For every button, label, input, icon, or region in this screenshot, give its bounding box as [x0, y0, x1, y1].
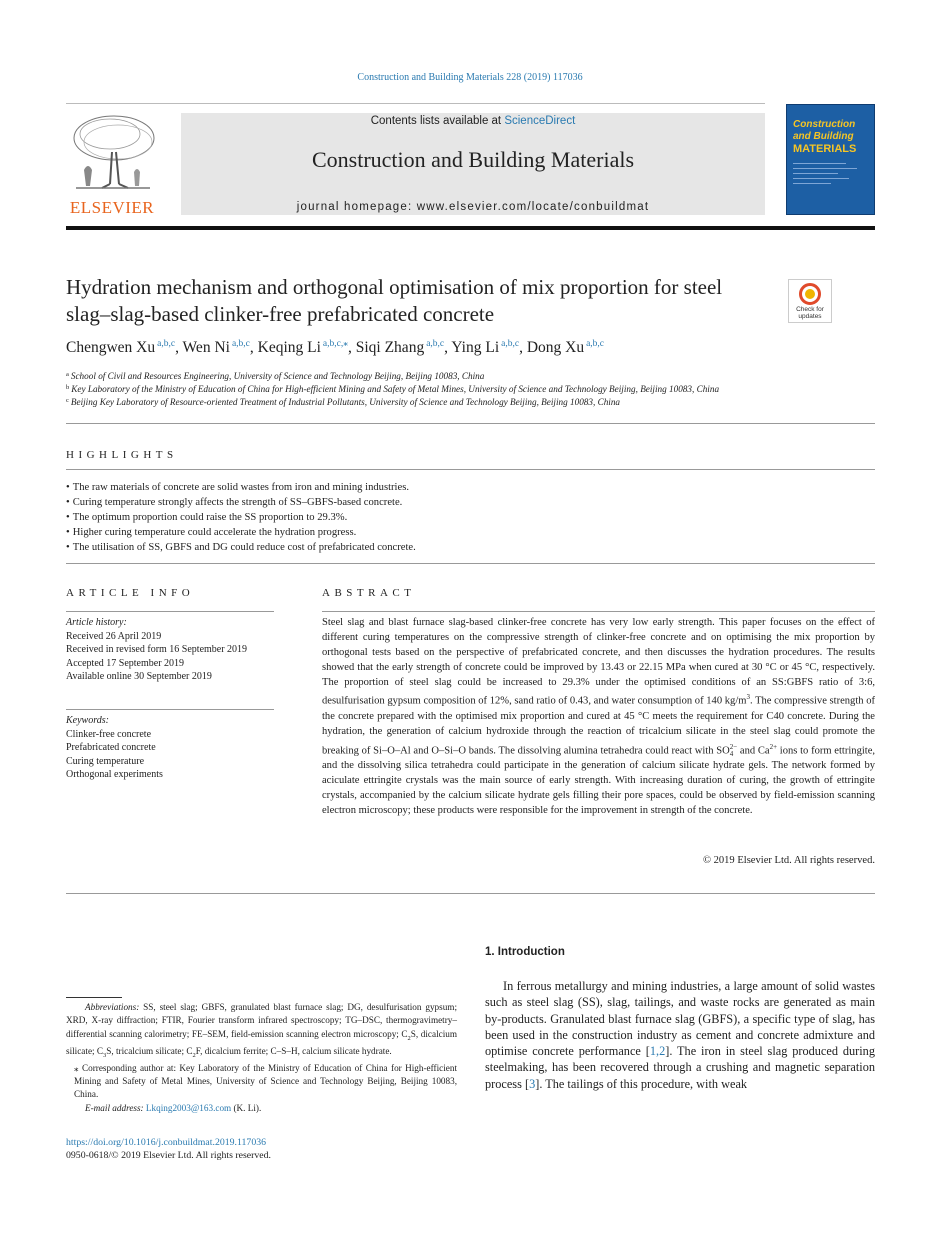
affiliation-text: Key Laboratory of the Ministry of Education of China for High-efficient Mining and Safety of Metal Mines, University of Science and Technology Beijing, Beijing 10083, China [71, 384, 720, 394]
affiliation-mark: a [66, 371, 69, 378]
highlights-list [66, 481, 875, 556]
email-suffix: (K. Li). [231, 1102, 262, 1113]
author-separator: , [444, 339, 452, 356]
cover-decoration [793, 163, 868, 184]
subscript: 2 [407, 1034, 411, 1042]
abstract-body [322, 616, 875, 818]
issn-line: 0950-0618/© 2019 Elsevier Ltd. All rights reserved. [66, 1150, 271, 1161]
email-label: E-mail address: [85, 1102, 144, 1113]
author-affiliation-marks[interactable]: a,b,c [501, 339, 520, 349]
author-affiliation-marks[interactable]: a,b,c [157, 339, 176, 349]
highlight-item: • The utilisation of SS, GBFS and DG could reduce cost of prefabricated concrete. [66, 541, 875, 556]
elsevier-wordmark: ELSEVIER [69, 198, 155, 217]
footnotes [66, 1001, 457, 1115]
highlight-item: • Curing temperature strongly affects the strength of SS–GBFS-based concrete. [66, 496, 875, 511]
email-footnote [66, 1102, 457, 1115]
elsevier-tree-icon [66, 112, 158, 192]
author-affiliation-marks[interactable]: a,b,c [586, 339, 605, 349]
highlight-item: • The raw materials of concrete are solid wastes from iron and mining industries. [66, 481, 875, 496]
sulfate-subscript: 4 [729, 750, 734, 759]
top-rule [66, 103, 765, 104]
journal-cover[interactable] [786, 104, 875, 215]
author-affiliation-marks[interactable]: a,b,c,⁎ [322, 339, 348, 349]
crossmark-icon [799, 283, 821, 305]
highlight-item: • Higher curing temperature could accelerate the hydration progress. [66, 526, 875, 541]
highlights-bottom-rule [66, 563, 875, 564]
revised-date: Received in revised form 16 September 2019 [66, 644, 248, 655]
journal-citation[interactable]: Construction and Building Materials 228 (2019) 117036 [357, 72, 583, 83]
author-name[interactable]: Ying Li [451, 339, 500, 356]
author-name[interactable]: Wen Ni [182, 339, 230, 356]
author-name[interactable]: Keqing Li [257, 339, 321, 356]
abstract-text-4: ions to form ettringite, and the dissolving silica tetrahedra could participate in the generation of calcium silicate hydrate gels. The network formed by aciculate ettringite crystals was the main source of early strength. With increasing duration of curing, the growth of ettringite crystals, accompanied by the calcium silicate hydrate gels filling their pore spaces, could be observed by field-emission scanning electron microscopy; these products were responsible for the improvement in strength of the concrete. [322, 745, 876, 816]
affiliation-text: Beijing Key Laboratory of Resource-oriented Treatment of Industrial Pollutants, University of Science and Technology Beijing, Beijing 10083, China [70, 397, 621, 407]
article-history [66, 616, 274, 684]
intro-text-3: ]. The tailings of this procedure, with weak [535, 1076, 748, 1091]
header-thick-rule [66, 226, 875, 230]
author-list [66, 338, 875, 357]
calcium-charge: 2+ [769, 742, 778, 751]
highlights-heading: HIGHLIGHTS [66, 449, 178, 461]
abbreviations-text-4: F, dicalcium ferrite; C–S–H, calcium silicate hydrate. [195, 1045, 392, 1056]
accepted-date: Accepted 17 September 2019 [66, 657, 185, 669]
sciencedirect-link[interactable]: ScienceDirect [504, 115, 576, 127]
abbreviations-text-3: S, tricalcium silicate; C [106, 1045, 193, 1056]
elsevier-logo[interactable] [66, 112, 162, 216]
sulfate-charge: 2− [729, 743, 738, 752]
affiliation-a [66, 371, 875, 381]
article-info-rule [66, 611, 274, 612]
abstract-text-2: . The compressive strength of the concrete prepared with the optimised mix proportion and cured at 45 °C meets the requirement for C40 concrete. During the hydration, the generation of calcium hydroxide through the reaction of tricalcium silicate in the steel slag could promote the breaking of Si–O–Al and O–Si–O bands. The dissolving alumina tetrahedra could react with SO [322, 695, 875, 757]
abbreviations-text: SS, steel slag; GBFS, granulated blast furnace slag; DG, desulfurisation gypsum; XRD, X-ray diffraction; FTIR, Fourier transform infrared spectroscopy; TG–DSC, thermogravimetry–differential scanning calorimetry; FE–SEM, field-emission scanning electron microscopy; C [66, 1002, 457, 1039]
abstract-text-3: and Ca [737, 745, 770, 757]
affiliation-mark: c [66, 397, 69, 404]
abstract-sup: 3 [746, 693, 750, 702]
author-name[interactable]: Dong Xu [526, 339, 585, 356]
keywords-block [66, 714, 274, 782]
check-for-updates-button[interactable] [788, 279, 832, 323]
subscript: 2 [192, 1051, 196, 1059]
highlights-rule [66, 469, 875, 470]
online-date: Available online 30 September 2019 [66, 671, 212, 682]
crossmark-label: Check for updates [796, 306, 824, 320]
doi-link[interactable]: https://doi.org/10.1016/j.conbuildmat.2019.117036 [66, 1137, 267, 1148]
article-title: Hydration mechanism and orthogonal optimisation of mix proportion for steel slag–slag-based clinker-free prefabricated concrete [66, 275, 723, 326]
author-name[interactable]: Chengwen Xu [66, 339, 156, 356]
footnote-rule [66, 997, 122, 998]
contents-line [181, 115, 765, 127]
abstract-rule [322, 611, 875, 612]
author-name[interactable]: Siqi Zhang [355, 339, 425, 356]
cover-title: Construction and Building [793, 119, 856, 142]
introduction-body [485, 978, 875, 1092]
email-link[interactable]: Lkqing2003@163.com [145, 1102, 232, 1113]
front-matter-bottom-rule [66, 893, 875, 894]
intro-text-2: ]. The iron in steel slag produced during steelmaking, has been recovered through a crushing and magnetic separation process [ [485, 1044, 875, 1091]
author-separator: , [175, 339, 183, 356]
abbreviations-footnote [66, 1001, 457, 1062]
cover-subtitle: MATERIALS [793, 143, 857, 155]
author-affiliation-marks[interactable]: a,b,c [426, 339, 445, 349]
abbreviations-text-2: S, dicalcium silicate; C [66, 1028, 457, 1056]
author-separator: , [347, 339, 356, 356]
abstract-text-1: Steel slag and blast furnace slag-based clinker-free concrete has very low early strength. This paper focuses on the effect of different curing temperatures on the compressive strength of clinker-free concrete and on optimising the mix proportion by orthogonal tests based on the perspective of prefabricated concrete, and then discusses the hydration procedures. The results showed that the early strength of concrete could be improved by 13.43 or 22.15 MPa when cured at 30 °C or 45 °C, respectively. The proportion of steel slag could be increased to 29.3% under the optimised conditions of an SS:GBFS ratio of 3:6, desulfurisation gypsum composition of 12%, sand ratio of 0.43, and water consumption of 140 kg/m [322, 617, 875, 707]
keyword: Clinker-free concrete [66, 728, 152, 740]
corresponding-author-footnote: ⁎ Corresponding author at: Key Laboratory of the Ministry of Education of China for High-efficient Mining and Safety of Metal Mines, University of Science and Technology Beijing, Beijing 10083, China. [74, 1062, 457, 1100]
subscript: 3 [103, 1051, 107, 1059]
affiliation-mark: b [66, 384, 70, 391]
intro-text-1: In ferrous metallurgy and mining industries, a large amount of solid wastes such as steel slag (SS), slag, tailings, and waste rocks are generated as main by-products. Granulated blast furnace slag (GBFS), a specific type of slag, has been used in the construction industry as cement and concrete admixture and optimise concrete performance [ [485, 979, 875, 1059]
keywords-label: Keywords: [66, 715, 109, 726]
keyword: Prefabricated concrete [66, 742, 156, 753]
author-separator: , [249, 339, 258, 356]
reference-link[interactable]: 3 [529, 1076, 536, 1091]
reference-link[interactable]: 1,2 [649, 1044, 666, 1059]
keywords-rule [66, 709, 274, 710]
introduction-heading: 1. Introduction [485, 946, 565, 958]
contents-prefix: Contents lists available at [370, 115, 505, 127]
journal-name: Construction and Building Materials [311, 147, 635, 172]
author-separator: , [519, 339, 527, 356]
affiliation-text: School of Civil and Resources Engineering, University of Science and Technology Beijing, Beijing 10083, China [70, 371, 485, 381]
received-date: Received 26 April 2019 [66, 630, 162, 642]
affiliation-c [66, 397, 875, 407]
affiliation-rule [66, 423, 875, 424]
abstract-heading: ABSTRACT [322, 587, 416, 599]
keyword: Curing temperature [66, 755, 145, 767]
abbreviations-label: Abbreviations: [85, 1002, 140, 1012]
keyword: Orthogonal experiments [66, 769, 163, 780]
abstract-copyright: © 2019 Elsevier Ltd. All rights reserved. [702, 855, 875, 866]
author-affiliation-marks[interactable]: a,b,c [231, 339, 250, 349]
highlight-item: • The optimum proportion could raise the SS proportion to 29.3%. [66, 511, 875, 526]
journal-banner [181, 113, 765, 215]
affiliation-b [66, 384, 875, 394]
journal-homepage[interactable]: journal homepage: www.elsevier.com/locate/conbuildmat [296, 201, 650, 213]
article-info-heading: ARTICLE INFO [66, 587, 195, 599]
history-label: Article history: [66, 617, 127, 628]
